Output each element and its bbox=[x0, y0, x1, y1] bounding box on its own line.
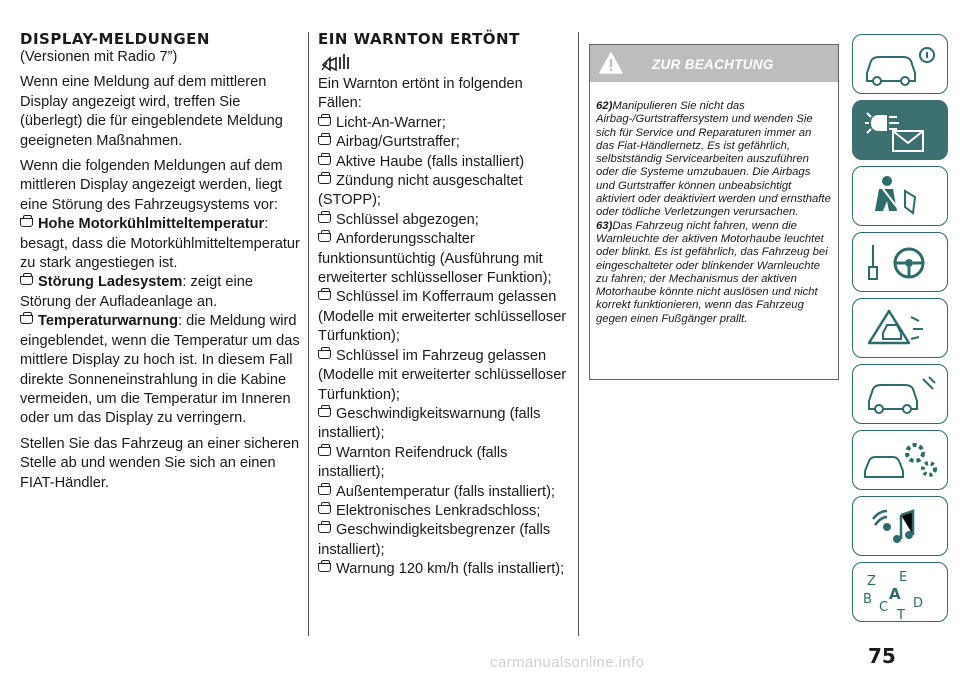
caution-body bbox=[590, 82, 838, 326]
page-number: 75 bbox=[868, 644, 896, 668]
checkbox-bullet-icon bbox=[318, 524, 331, 533]
warning-sound-item-text: Geschwindigkeitsbegrenzer (falls installiert); bbox=[318, 522, 551, 558]
checkbox-bullet-icon bbox=[318, 505, 331, 514]
warning-sound-item bbox=[318, 347, 568, 405]
warning-sound-item-text: Licht-An-Warner; bbox=[336, 114, 446, 131]
intro-text: Ein Warnton ertönt in folgenden Fällen: bbox=[318, 76, 523, 112]
warning-triangle-icon bbox=[598, 51, 624, 75]
bullet-text: : die Meldung wird eingeblendet, wenn die Temperatur um das mittlere Display zu hoch ist. In diesem Fall direkte Sonneneinstrahlung in die Kabine vermeiden, um die Temperatur im Inneren oder um das Display zu verringern. bbox=[20, 313, 300, 427]
checkbox-bullet-icon bbox=[318, 350, 331, 359]
checkbox-bullet-icon bbox=[318, 486, 331, 495]
seatbelt-passenger-icon bbox=[853, 167, 949, 227]
alphabetical-index-icon bbox=[853, 563, 949, 623]
warning-sound-item-text: Aktive Haube (falls installiert) bbox=[336, 153, 525, 170]
warning-sound-item bbox=[318, 405, 568, 444]
column-divider bbox=[578, 32, 579, 636]
checkbox-bullet-icon bbox=[20, 276, 33, 285]
bullet-item bbox=[20, 273, 302, 312]
tab-safety[interactable] bbox=[852, 166, 948, 226]
svg-text:D: D bbox=[913, 596, 924, 611]
warning-sound-list bbox=[318, 114, 568, 580]
checkbox-bullet-icon bbox=[318, 117, 331, 126]
checkbox-bullet-icon bbox=[318, 175, 331, 184]
warning-sound-item bbox=[318, 153, 568, 172]
bullet-item bbox=[20, 312, 302, 428]
section-subtitle: (Versionen mit Radio 7”) bbox=[20, 49, 178, 65]
key-steering-wheel-icon bbox=[853, 233, 949, 293]
checkbox-bullet-icon bbox=[318, 563, 331, 572]
connectivity-music-icon bbox=[853, 497, 949, 557]
section-heading-display-messages: DISPLAY-MELDUNGEN bbox=[20, 30, 210, 48]
tab-index[interactable] bbox=[852, 562, 948, 622]
svg-text:B: B bbox=[863, 592, 872, 607]
note-text: Manipulieren Sie nicht das Airbag-/Gurtstraffersystem und wenden Sie sich für Service und Reparaturen immer an das Fiat-Händlernetz. Es ist gefährlich, selbstständig Servicearbeiten auszuführen oder die Systeme umzubauen. Die Airbags und Gurtstraffer können unbeabsichtigt aktiviert oder deaktiviert werden und ernsthafte oder tödliche Verletzungen verursachen. bbox=[596, 100, 831, 219]
warning-sound-item bbox=[318, 288, 568, 346]
emergency-breakdown-icon bbox=[853, 299, 949, 359]
warning-sound-item-text: Airbag/Gurtstraffer; bbox=[336, 134, 460, 151]
bullet-term: Hohe Motorkühlmitteltemperatur bbox=[38, 216, 265, 233]
tab-technical-data[interactable] bbox=[852, 430, 948, 490]
warning-sound-item-text: Schlüssel im Kofferraum gelassen (Modelle mit erweiterter schlüsselloser Türfunktion); bbox=[318, 289, 567, 345]
tab-emergency[interactable] bbox=[852, 298, 948, 358]
column-display-messages bbox=[20, 30, 302, 499]
checkbox-bullet-icon bbox=[318, 233, 331, 242]
checkbox-bullet-icon bbox=[318, 136, 331, 145]
car-info-icon bbox=[853, 35, 949, 95]
car-maintenance-icon bbox=[853, 365, 949, 425]
warning-sound-item-text: Elektronisches Lenkradschloss; bbox=[336, 502, 541, 519]
checkbox-bullet-icon bbox=[20, 218, 33, 227]
caution-note bbox=[596, 100, 832, 220]
svg-text:E: E bbox=[899, 570, 908, 585]
warning-sound-item bbox=[318, 521, 568, 560]
svg-text:A: A bbox=[889, 585, 901, 603]
sound-warning-icon bbox=[320, 51, 360, 73]
bullet-text: : zeigt eine Störung der Aufladeanlage an. bbox=[20, 274, 253, 310]
checkbox-bullet-icon bbox=[318, 214, 331, 223]
warning-lights-message-icon bbox=[853, 101, 949, 161]
bullet-text: : besagt, dass die Motorkühlmitteltemperatur zu stark angestiegen ist. bbox=[20, 216, 300, 272]
tab-maintenance[interactable] bbox=[852, 364, 948, 424]
warning-sound-item bbox=[318, 230, 568, 288]
warning-sound-item bbox=[318, 502, 568, 521]
warning-sound-item bbox=[318, 444, 568, 483]
note-number: 63) bbox=[596, 219, 613, 232]
tab-starting-driving[interactable] bbox=[852, 232, 948, 292]
column-divider bbox=[308, 32, 309, 636]
note-number: 62) bbox=[596, 100, 613, 112]
svg-text:T: T bbox=[897, 608, 905, 623]
tab-warning-lights[interactable] bbox=[852, 100, 948, 160]
svg-text:C: C bbox=[879, 600, 889, 615]
note-text: Das Fahrzeug nicht fahren, wenn die Warnleuchte der aktiven Motorhaube leuchtet oder blinkt. Es ist gefährlich, das Fahrzeug bei eingeschalteter oder blinkender Warnleuchte zu fahren; der Mechanismus der aktiven Motorhaube könnte nicht auslösen und nicht korrekt funktionieren, wenn das Fahrzeug gegen einen Fußgänger prallt. bbox=[596, 219, 828, 325]
caution-note bbox=[596, 220, 832, 326]
checkbox-bullet-icon bbox=[318, 408, 331, 417]
checkbox-bullet-icon bbox=[318, 156, 331, 165]
warning-sound-item-text: Geschwindigkeitswarnung (falls installiert); bbox=[318, 405, 541, 442]
paragraph: Stellen Sie das Fahrzeug an einer sicheren Stelle ab und wenden Sie sich an einen FIAT-Händler. bbox=[20, 435, 300, 491]
tab-multimedia[interactable] bbox=[852, 496, 948, 556]
column-warning-sound bbox=[318, 30, 568, 580]
bullet-term: Temperaturwarnung bbox=[38, 313, 179, 330]
warning-sound-item-text: Schlüssel im Fahrzeug gelassen (Modelle mit erweiterter schlüsselloser Türfunktion); bbox=[318, 347, 567, 403]
warning-sound-item-text: Warnung 120 km/h (falls installiert); bbox=[336, 561, 565, 578]
paragraph: Wenn die folgenden Meldungen auf dem mittleren Display angezeigt werden, liegt eine Störung des Fahrzeugsystems vor: bbox=[20, 158, 283, 213]
checkbox-bullet-icon bbox=[20, 315, 33, 324]
section-heading-warning-sound: EIN WARNTON ERTÖNT bbox=[318, 30, 520, 48]
paragraph: Wenn eine Meldung auf dem mittleren Display angezeigt wird, treffen Sie (überlegt) die für eingeblendete Meldung geeigneten Maßnahmen. bbox=[20, 74, 283, 149]
warning-sound-item bbox=[318, 211, 568, 230]
warning-sound-item-text: Zündung nicht ausgeschaltet (STOPP); bbox=[318, 173, 523, 209]
warning-sound-item-text: Schlüssel abgezogen; bbox=[336, 211, 479, 228]
checkbox-bullet-icon bbox=[318, 291, 331, 300]
car-gears-icon bbox=[853, 431, 949, 491]
svg-text:Z: Z bbox=[867, 574, 876, 589]
warning-sound-item-text: Warnton Reifendruck (falls installiert); bbox=[318, 444, 508, 481]
bullet-item bbox=[20, 215, 302, 273]
caution-header bbox=[590, 45, 838, 82]
warning-sound-item bbox=[318, 114, 568, 133]
tab-car-info[interactable] bbox=[852, 34, 948, 94]
bullet-term: Störung Ladesystem bbox=[38, 274, 183, 291]
warning-sound-item bbox=[318, 483, 568, 502]
warning-sound-item-text: Außentemperatur (falls installiert); bbox=[336, 483, 555, 500]
warning-sound-item bbox=[318, 133, 568, 152]
checkbox-bullet-icon bbox=[318, 447, 331, 456]
warning-sound-item bbox=[318, 172, 568, 211]
caution-box bbox=[589, 44, 839, 380]
warning-sound-item-text: Anforderungsschalter funktionsuntüchtig (Ausführung mit erweiterter schlüsselloser Funktion); bbox=[318, 231, 552, 287]
watermark: carmanualsonline.info bbox=[490, 654, 645, 671]
caution-title: ZUR BEACHTUNG bbox=[652, 57, 774, 72]
warning-sound-item bbox=[318, 560, 568, 579]
